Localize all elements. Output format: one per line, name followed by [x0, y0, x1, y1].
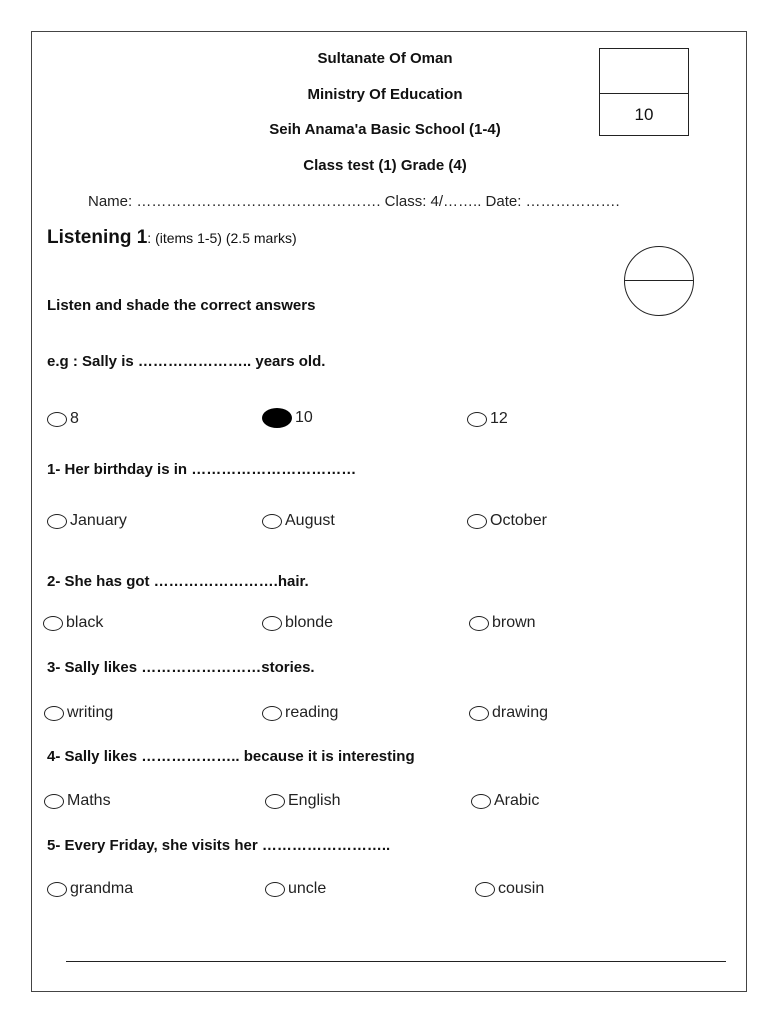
- question-2-option-b[interactable]: [262, 614, 333, 632]
- section-title: Listening 1: [47, 227, 148, 248]
- answer-bubble[interactable]: [467, 514, 487, 529]
- score-box-divider: [600, 93, 688, 94]
- example-option-10[interactable]: [262, 408, 313, 428]
- option-label: August: [285, 512, 335, 529]
- question-4-option-b[interactable]: [265, 792, 340, 810]
- example-option-12[interactable]: [467, 410, 508, 428]
- answer-bubble[interactable]: [469, 706, 489, 721]
- answer-bubble[interactable]: [265, 882, 285, 897]
- option-label: brown: [492, 614, 536, 631]
- answer-bubble[interactable]: [47, 882, 67, 897]
- question-3-option-a[interactable]: [44, 704, 113, 722]
- option-label: grandma: [70, 880, 134, 897]
- answer-bubble[interactable]: [265, 794, 285, 809]
- section-heading: [47, 227, 297, 249]
- question-5-option-c[interactable]: [475, 880, 544, 898]
- question-1: 1- Her birthday is in ……………………………: [47, 461, 357, 478]
- question-3: 3- Sally likes ……………………stories.: [47, 659, 315, 676]
- answer-bubble[interactable]: [47, 514, 67, 529]
- question-4: 4- Sally likes ……………….. because it is interesting: [47, 748, 415, 765]
- answer-bubble[interactable]: [471, 794, 491, 809]
- answer-bubble[interactable]: [262, 514, 282, 529]
- question-5: 5- Every Friday, she visits her ……………………..: [47, 837, 391, 854]
- option-label: blonde: [285, 614, 334, 631]
- question-4-option-c[interactable]: [471, 792, 539, 810]
- section-mark-circle: [624, 246, 694, 316]
- example-option-8[interactable]: [47, 410, 79, 428]
- header-school: Seih Anama'a Basic School (1-4): [269, 121, 501, 138]
- header-country: Sultanate Of Oman: [317, 50, 453, 67]
- option-label: October: [490, 512, 547, 529]
- score-box: [599, 48, 689, 136]
- option-label: Maths: [67, 792, 111, 809]
- option-label: cousin: [498, 880, 545, 897]
- option-label: uncle: [288, 880, 327, 897]
- option-label: Arabic: [494, 792, 540, 809]
- option-label: writing: [67, 704, 114, 721]
- option-label: 10: [295, 409, 313, 426]
- answer-bubble[interactable]: [262, 706, 282, 721]
- answer-bubble[interactable]: [469, 616, 489, 631]
- option-label: English: [288, 792, 341, 809]
- footer-rule: [66, 961, 726, 962]
- question-2-option-a[interactable]: [43, 614, 103, 632]
- answer-bubble[interactable]: [475, 882, 495, 897]
- option-label: drawing: [492, 704, 549, 721]
- instruction: Listen and shade the correct answers: [47, 297, 316, 314]
- question-2: 2- She has got …………………….hair.: [47, 573, 309, 590]
- question-3-option-b[interactable]: [262, 704, 338, 722]
- section-subtitle: : (items 1-5) (2.5 marks): [147, 230, 297, 246]
- option-label: January: [70, 512, 127, 529]
- answer-bubble[interactable]: [47, 412, 67, 427]
- student-info-line: Name: …………………………………………. Class: 4/…….. Date: ……………….: [88, 193, 620, 210]
- question-5-option-a[interactable]: [47, 880, 133, 898]
- mark-circle-divider: [625, 280, 693, 281]
- question-1-option-c[interactable]: [467, 512, 547, 530]
- answer-bubble[interactable]: [44, 794, 64, 809]
- option-label: 12: [490, 410, 508, 427]
- example-question: e.g : Sally is ………………….. years old.: [47, 353, 326, 370]
- question-4-option-a[interactable]: [44, 792, 111, 810]
- answer-bubble[interactable]: [467, 412, 487, 427]
- question-2-option-c[interactable]: [469, 614, 536, 632]
- question-1-option-a[interactable]: [47, 512, 127, 530]
- answer-bubble-filled[interactable]: [262, 408, 292, 428]
- question-3-option-c[interactable]: [469, 704, 548, 722]
- option-label: black: [66, 614, 104, 631]
- option-label: reading: [285, 704, 339, 721]
- answer-bubble[interactable]: [262, 616, 282, 631]
- option-label: 8: [70, 410, 79, 427]
- score-total: 10: [634, 105, 654, 124]
- header-ministry: Ministry Of Education: [307, 86, 463, 103]
- question-1-option-b[interactable]: [262, 512, 335, 530]
- answer-bubble[interactable]: [44, 706, 64, 721]
- header-test-title: Class test (1) Grade (4): [303, 157, 467, 174]
- answer-bubble[interactable]: [43, 616, 63, 631]
- question-5-option-b[interactable]: [265, 880, 326, 898]
